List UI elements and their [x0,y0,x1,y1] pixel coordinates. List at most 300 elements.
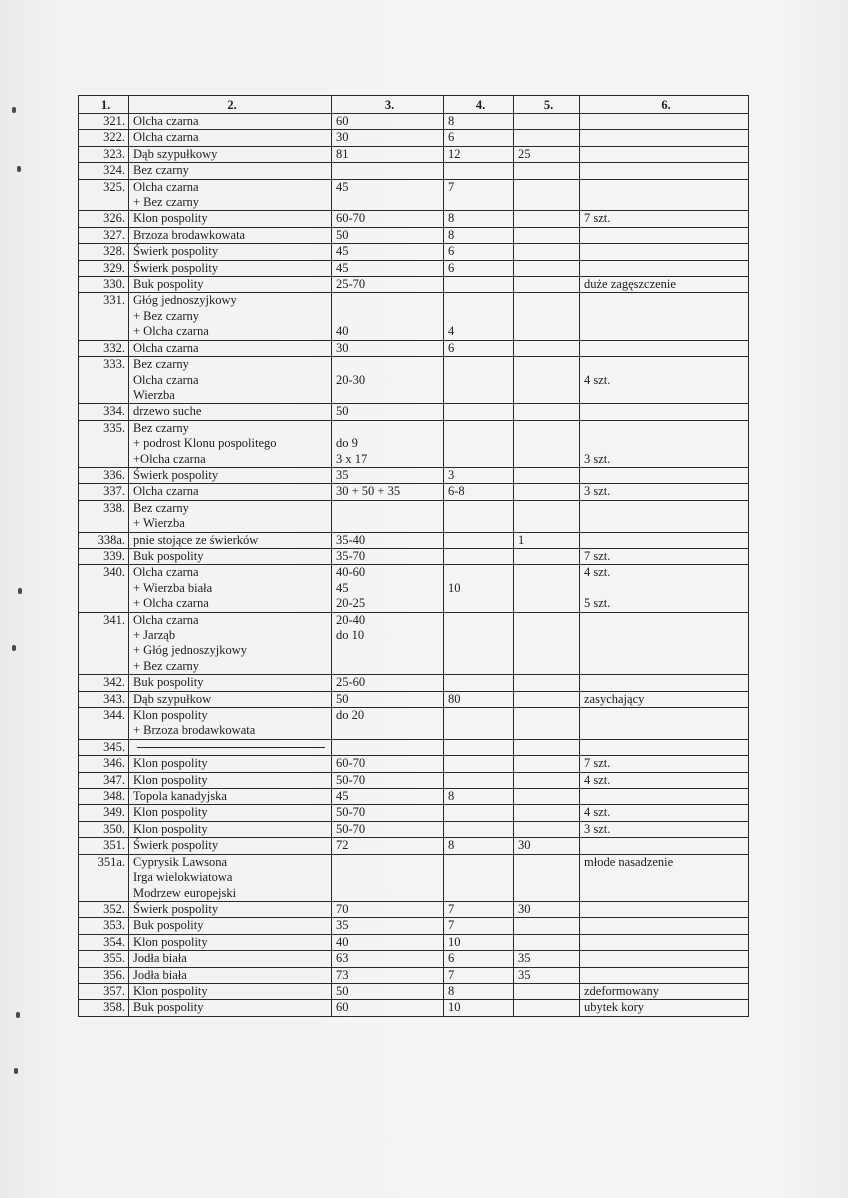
column-3-cell [332,340,444,356]
cell-line: 8 [448,114,455,128]
column-5-cell [514,854,580,901]
column-4-cell [444,565,514,612]
cell-line: 35-70 [336,548,366,563]
column-4-cell [444,967,514,983]
row-number [79,179,129,211]
cell-line: 4 szt. [584,372,611,387]
cell-line: 7 [448,967,455,982]
column-6-cell [580,357,749,404]
row-number [79,739,129,755]
table-row [79,838,749,854]
row-number [79,532,129,548]
column-5-cell [514,532,580,548]
cell-line [518,935,579,950]
cell-line [336,723,443,738]
cell-line [584,886,748,901]
row-number [79,467,129,483]
species-cell [129,146,332,162]
cell-line: do 10 [336,628,365,642]
cell-line: Olcha czarna [133,340,199,355]
cell-line: Klon pospolity [133,756,208,771]
row-number [79,277,129,293]
cell-line [518,984,579,999]
punch-hole-mark [12,107,16,113]
cell-line: 30 [518,901,531,916]
cell-line [584,195,748,210]
column-6-cell [580,179,749,211]
row-number [79,293,129,340]
column-6-cell [580,467,749,483]
species-cell [129,277,332,293]
table-row [79,821,749,837]
column-5-cell [514,838,580,854]
cell-line: Głóg jednoszyjkowy [133,293,237,308]
cell-line: Świerk pospolity [133,260,219,275]
column-3-cell [332,260,444,276]
column-5-cell [514,951,580,967]
cell-line: 40 [336,934,349,949]
cell-line [518,244,579,259]
cell-line [518,756,579,771]
cell-line: 12 [448,146,461,161]
row-number-text: 353. [103,918,125,933]
cell-line: 60-70 [336,211,366,226]
table-row [79,951,749,967]
column-5-cell [514,179,580,211]
cell-line: 45 [336,580,349,595]
species-cell [129,934,332,950]
column-5-cell [514,163,580,179]
table-row [79,293,749,340]
tree-inventory-table [78,95,749,1017]
cell-line [584,388,748,403]
column-6-cell [580,821,749,837]
row-number [79,565,129,612]
cell-line: 7 szt. [584,211,611,226]
cell-line [448,756,513,771]
column-5-cell [514,130,580,146]
row-number-text: 347. [103,772,125,787]
species-cell [129,244,332,260]
cell-line: 7 [448,918,455,933]
row-number [79,404,129,420]
cell-line [518,692,579,707]
table-row [79,805,749,821]
cell-line: + Wierzba biała [133,580,213,595]
cell-line: Buk pospolity [133,277,204,292]
cell-line: Wierzba [133,387,175,402]
row-number [79,772,129,788]
cell-line: 10 [448,1000,461,1015]
cell-line: ubytek kory [584,1000,645,1015]
column-4-cell [444,227,514,243]
column-3-cell [332,227,444,243]
table-row [79,789,749,805]
cell-line [518,452,579,467]
species-cell [129,838,332,854]
species-cell [129,227,332,243]
cell-line: 30 [518,838,531,853]
column-3-cell [332,772,444,788]
column-3-cell [332,691,444,707]
cell-line: 50-70 [336,805,366,820]
cell-line: 4 szt. [584,565,611,580]
column-6-cell [580,838,749,854]
column-4-cell [444,467,514,483]
cell-line: Jodła biała [133,951,187,966]
column-5-cell [514,227,580,243]
cell-line: młode nasadzenie [584,854,674,869]
column-4-cell [444,500,514,532]
cell-line: 6 [448,340,455,355]
column-3-cell [332,244,444,260]
cell-line: Klon pospolity [133,805,208,820]
row-number-text: 352. [103,901,125,916]
cell-line: 4 szt. [584,772,611,787]
cell-line: 3 [448,467,455,482]
column-3-cell [332,901,444,917]
row-number [79,163,129,179]
column-5-cell [514,244,580,260]
cell-line: 20-30 [336,372,366,387]
column-6-cell [580,772,749,788]
column-4-cell [444,854,514,901]
cell-line: Bez czarny [133,163,189,178]
cell-line: Świerk pospolity [133,838,219,853]
column-4-cell [444,484,514,500]
cell-line [336,886,443,901]
cell-line: 30 + 50 + 35 [336,484,401,499]
cell-line [336,421,443,436]
cell-line [448,822,513,837]
column-5-cell [514,675,580,691]
cell-line: + Bez czarny [133,195,200,210]
cell-line: 60 [336,114,349,128]
table-row [79,277,749,293]
cell-line: Jodła biała [133,967,187,982]
column-4-cell [444,708,514,740]
cell-line: 20-40 [336,612,366,627]
column-3-cell [332,130,444,146]
cell-line: 6 [448,951,455,966]
column-5-cell [514,821,580,837]
column-5-cell [514,357,580,404]
cell-line: + Olcha czarna [133,596,209,611]
cell-line [518,723,579,738]
column-4-cell [444,211,514,227]
column-5-cell [514,548,580,564]
cell-line: 10 [448,934,461,949]
cell-line [584,130,748,145]
column-header: 1. [79,96,129,114]
cell-line: 60 [336,1000,349,1015]
cell-line [448,740,513,755]
species-cell [129,967,332,983]
species-cell [129,1000,332,1016]
table-row [79,340,749,356]
column-6-cell [580,983,749,999]
column-3-cell [332,146,444,162]
cell-line [518,228,579,243]
cell-line: 45 [336,260,349,275]
column-3-cell [332,854,444,901]
column-5-cell [514,114,580,130]
species-cell [129,821,332,837]
species-cell [129,293,332,340]
cell-line [448,533,513,548]
cell-line: Klon pospolity [133,772,208,787]
row-number-text: 327. [103,227,125,242]
cell-line: drzewo suche [133,404,202,419]
cell-line [336,659,443,674]
cell-line: Bez czarny [133,420,189,435]
cell-line: 8 [448,789,455,804]
cell-line: Klon pospolity [133,934,208,949]
cell-line [336,388,443,403]
column-4-cell [444,114,514,130]
row-number [79,548,129,564]
column-4-cell [444,901,514,917]
column-header: 4. [444,96,514,114]
column-4-cell [444,756,514,772]
cell-line: 45 [336,179,349,194]
row-number-text: 333. [103,357,125,372]
column-4-cell [444,277,514,293]
row-number [79,708,129,740]
row-number-text: 338. [103,500,125,515]
cell-line [584,935,748,950]
cell-line [584,324,748,339]
row-number-text: 356. [103,967,125,982]
table-row [79,983,749,999]
species-cell [129,420,332,467]
species-cell [129,357,332,404]
row-number-text: 351a. [97,854,125,869]
row-number-text: 348. [103,789,125,804]
cell-line [448,404,513,419]
table-row [79,467,749,483]
row-number-text: 345. [103,739,125,754]
column-4-cell [444,404,514,420]
cell-line: + podrost Klonu pospolitego [133,436,277,451]
column-5-cell [514,967,580,983]
row-number [79,805,129,821]
cell-line [584,740,748,755]
column-3-cell [332,211,444,227]
species-cell [129,340,332,356]
cell-line: 80 [448,691,461,706]
cell-line: 8 [448,211,455,226]
cell-line: 6 [448,260,455,275]
cell-line [584,147,748,162]
table-header-row [79,96,749,114]
column-6-cell [580,951,749,967]
cell-line: 81 [336,146,349,161]
cell-line [448,675,513,690]
cell-line: Klon pospolity [133,983,208,998]
cell-line: 50 [336,691,349,706]
cell-line [336,740,443,755]
column-4-cell [444,179,514,211]
column-6-cell [580,612,749,675]
cell-line: 4 [448,324,455,339]
column-5-cell [514,691,580,707]
cell-line [518,324,579,339]
table-row [79,500,749,532]
column-5-cell [514,756,580,772]
column-4-cell [444,772,514,788]
row-number [79,420,129,467]
column-3-cell [332,163,444,179]
column-6-cell [580,548,749,564]
table-row [79,901,749,917]
cell-line [518,404,579,419]
cell-line [584,533,748,548]
cell-line [584,723,748,738]
cell-line: Bez czarny [133,500,189,515]
column-3-cell [332,789,444,805]
cell-line: 40 [336,324,349,339]
cell-line: 10 [448,580,461,595]
row-number [79,918,129,934]
species-cell [129,854,332,901]
row-number-text: 332. [103,340,125,355]
column-5-cell [514,146,580,162]
row-number [79,500,129,532]
table-row [79,1000,749,1016]
table-row [79,114,749,130]
cell-line [448,277,513,292]
column-5-cell [514,467,580,483]
column-6-cell [580,934,749,950]
column-3-cell [332,277,444,293]
cell-line: 30 [336,130,349,145]
table-row [79,179,749,211]
cell-line: 6 [448,130,455,145]
cell-line [336,195,443,210]
column-5-cell [514,565,580,612]
column-4-cell [444,789,514,805]
cell-line [518,163,579,178]
row-number [79,211,129,227]
column-3-cell [332,1000,444,1016]
column-6-cell [580,708,749,740]
row-number-text: 349. [103,805,125,820]
column-6-cell [580,805,749,821]
cell-line [584,516,748,531]
column-6-cell [580,918,749,934]
punch-hole-mark [16,1012,20,1018]
species-cell [129,772,332,788]
column-5-cell [514,739,580,755]
column-4-cell [444,612,514,675]
row-number [79,114,129,130]
cell-line: 35 [336,918,349,933]
column-6-cell [580,789,749,805]
row-number [79,260,129,276]
column-6-cell [580,484,749,500]
cell-line [448,452,513,467]
table-row [79,548,749,564]
cell-line [518,130,579,145]
cell-line: Olcha czarna [133,372,199,387]
cell-line [448,516,513,531]
cell-line [448,773,513,788]
row-number [79,340,129,356]
table-row [79,532,749,548]
column-3-cell [332,484,444,500]
cell-line: Klon pospolity [133,708,208,723]
table-row [79,934,749,950]
cell-line [584,114,748,129]
cell-line [518,549,579,564]
row-number-text: 338a. [97,532,125,547]
cell-line [584,870,748,885]
cell-line: 50 [336,404,349,419]
column-5-cell [514,277,580,293]
cell-line: 50 [336,983,349,998]
cell-line [584,163,748,178]
table-row [79,708,749,740]
cell-line: Olcha czarna [133,612,199,627]
punch-hole-mark [14,1068,18,1074]
cell-line [584,404,748,419]
species-cell [129,548,332,564]
column-3-cell [332,548,444,564]
species-cell [129,756,332,772]
cell-line: 50-70 [336,772,366,787]
cell-line: 3 szt. [584,484,611,499]
cell-line [584,468,748,483]
cell-line [336,643,443,658]
column-header: 6. [580,96,749,114]
column-6-cell [580,739,749,755]
column-5-cell [514,805,580,821]
cell-line [584,357,748,372]
row-number-text: 344. [103,708,125,723]
column-header: 2. [129,96,332,114]
species-cell [129,739,332,755]
table-row [79,130,749,146]
cell-line: 45 [336,789,349,804]
species-cell [129,211,332,227]
cell-line [518,261,579,276]
cell-line: Olcha czarna [133,114,199,128]
column-4-cell [444,548,514,564]
table-row [79,739,749,755]
cell-line [584,228,748,243]
column-4-cell [444,146,514,162]
row-number-text: 346. [103,756,125,771]
row-number-text: 328. [103,244,125,259]
table-row [79,404,749,420]
column-4-cell [444,260,514,276]
cell-line [518,277,579,292]
column-5-cell [514,1000,580,1016]
cell-line: + Brzoza brodawkowata [133,723,256,738]
row-number [79,951,129,967]
cell-line: 35 [518,967,531,982]
column-4-cell [444,357,514,404]
punch-hole-mark [12,645,16,651]
column-3-cell [332,179,444,211]
species-cell [129,163,332,179]
column-3-cell [332,500,444,532]
cell-line: 5 szt. [584,596,611,611]
column-3-cell [332,739,444,755]
cell-line: Świerk pospolity [133,467,219,482]
column-6-cell [580,532,749,548]
